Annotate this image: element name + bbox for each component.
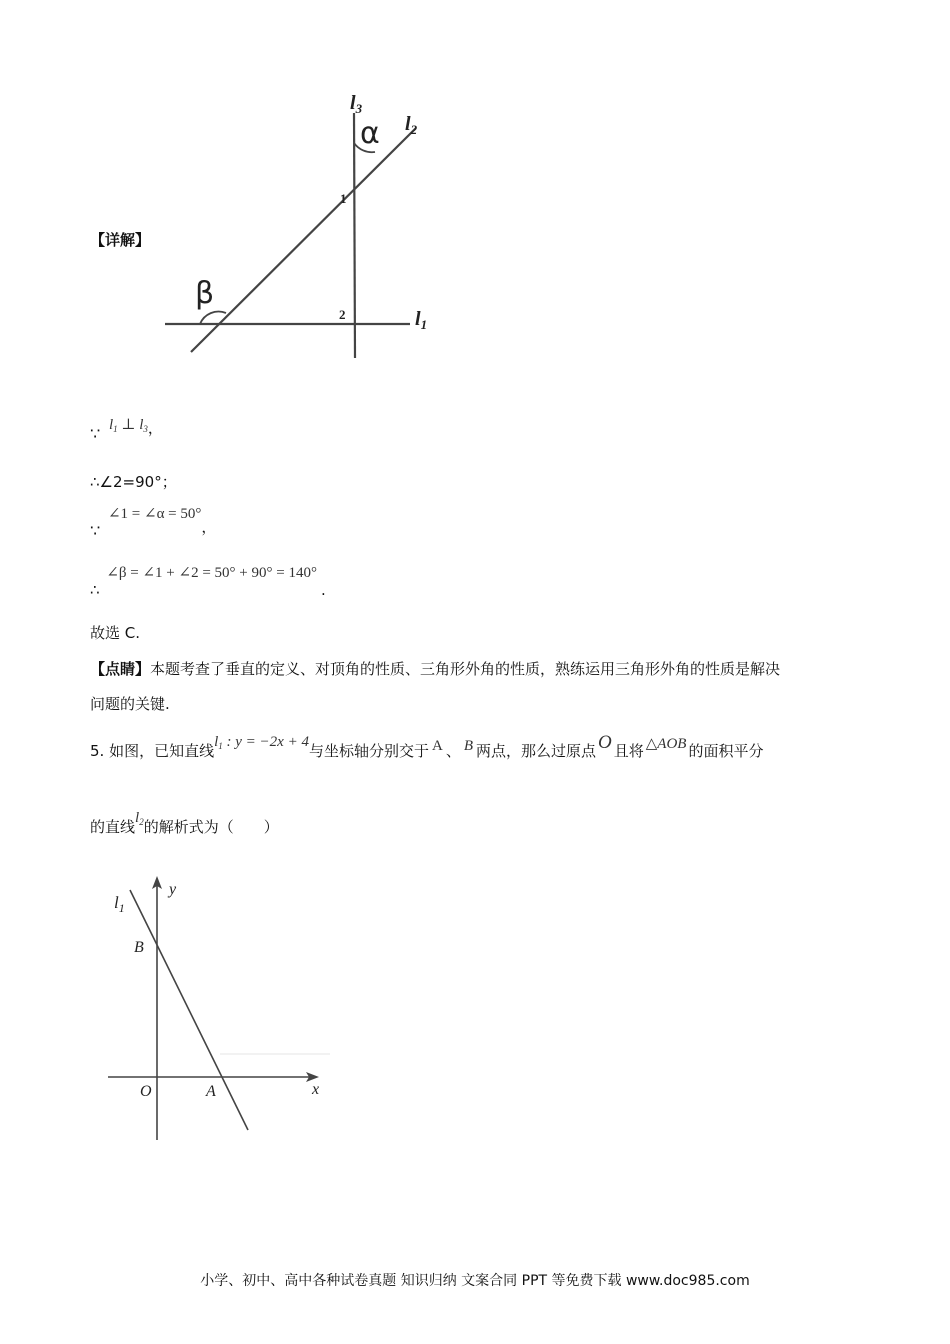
line-l2	[191, 128, 416, 352]
graph-label-y: y	[169, 881, 177, 898]
because-symbol: ∵	[90, 424, 101, 443]
detail-label: 【详解】	[90, 231, 151, 249]
question-5-line-1: 5. 如图，已知直线$l_1$ : y = −2x + 4与坐标轴分别交于 A 、 B 两点，那么过原点 O 且将 △AOB 的面积平分	[90, 732, 764, 760]
graph-label-a: A	[206, 1083, 216, 1100]
label-beta: β	[195, 276, 215, 311]
graph-label-x: x	[312, 1081, 320, 1098]
comment-line-2: 问题的关键.	[90, 695, 170, 713]
point-a-label: A	[431, 738, 443, 754]
label-angle-1: 1	[340, 191, 347, 206]
angle-diagram	[150, 85, 450, 375]
step-1-math: $l_1$ ⊥ $l_3$	[108, 417, 148, 434]
footer-text: 小学、初中、高中各种试卷真题 知识归纳 文案合同 PPT 等免费下载 www.doc985.com	[200, 1273, 750, 1289]
step-3-math: ∠1 = ∠α = 50°	[107, 506, 202, 522]
line-l3	[354, 113, 355, 358]
label-l2: $l_2$	[405, 113, 418, 137]
point-b-label: B	[463, 738, 473, 754]
question-5-line-2: 的直线$l_2$的解析式为（ ）	[90, 810, 279, 836]
triangle-aob: △AOB	[645, 736, 687, 752]
choice-line: 故选 C.	[90, 624, 141, 642]
l2-symbol: $l_2$	[135, 810, 144, 827]
coordinate-graph	[100, 868, 340, 1148]
comment-line-1: 【点睛】本题考查了垂直的定义、对顶角的性质、三角形外角的性质，熟练运用三角形外角的性质是解决	[90, 660, 781, 678]
label-alpha: α	[360, 116, 380, 151]
graph-label-o: O	[140, 1083, 152, 1100]
step-4-math: ∠β = ∠1 + ∠2 = 50° + 90° = 140°	[106, 565, 317, 581]
step-2: ∴∠2=90°；	[90, 473, 177, 491]
step-4: ∴ ∠β = ∠1 + ∠2 = 50° + 90° = 140°.	[90, 565, 326, 599]
label-l3: $l_3$	[350, 92, 363, 116]
label-l1: $l_1$	[415, 308, 428, 332]
graph-label-l1: $l_1$	[114, 893, 125, 915]
graph-label-b: B	[134, 939, 144, 956]
label-angle-2: 2	[339, 307, 346, 322]
step-1: ∵ $l_1$ ⊥ $l_3$，	[90, 417, 163, 443]
l1-equation: $l_1$ : y = −2x + 4	[214, 734, 309, 751]
step-2-text: ∠2=90°；	[99, 473, 177, 491]
step-3: ∵ ∠1 = ∠α = 50°，	[90, 506, 217, 540]
point-o-label: O	[598, 732, 612, 753]
